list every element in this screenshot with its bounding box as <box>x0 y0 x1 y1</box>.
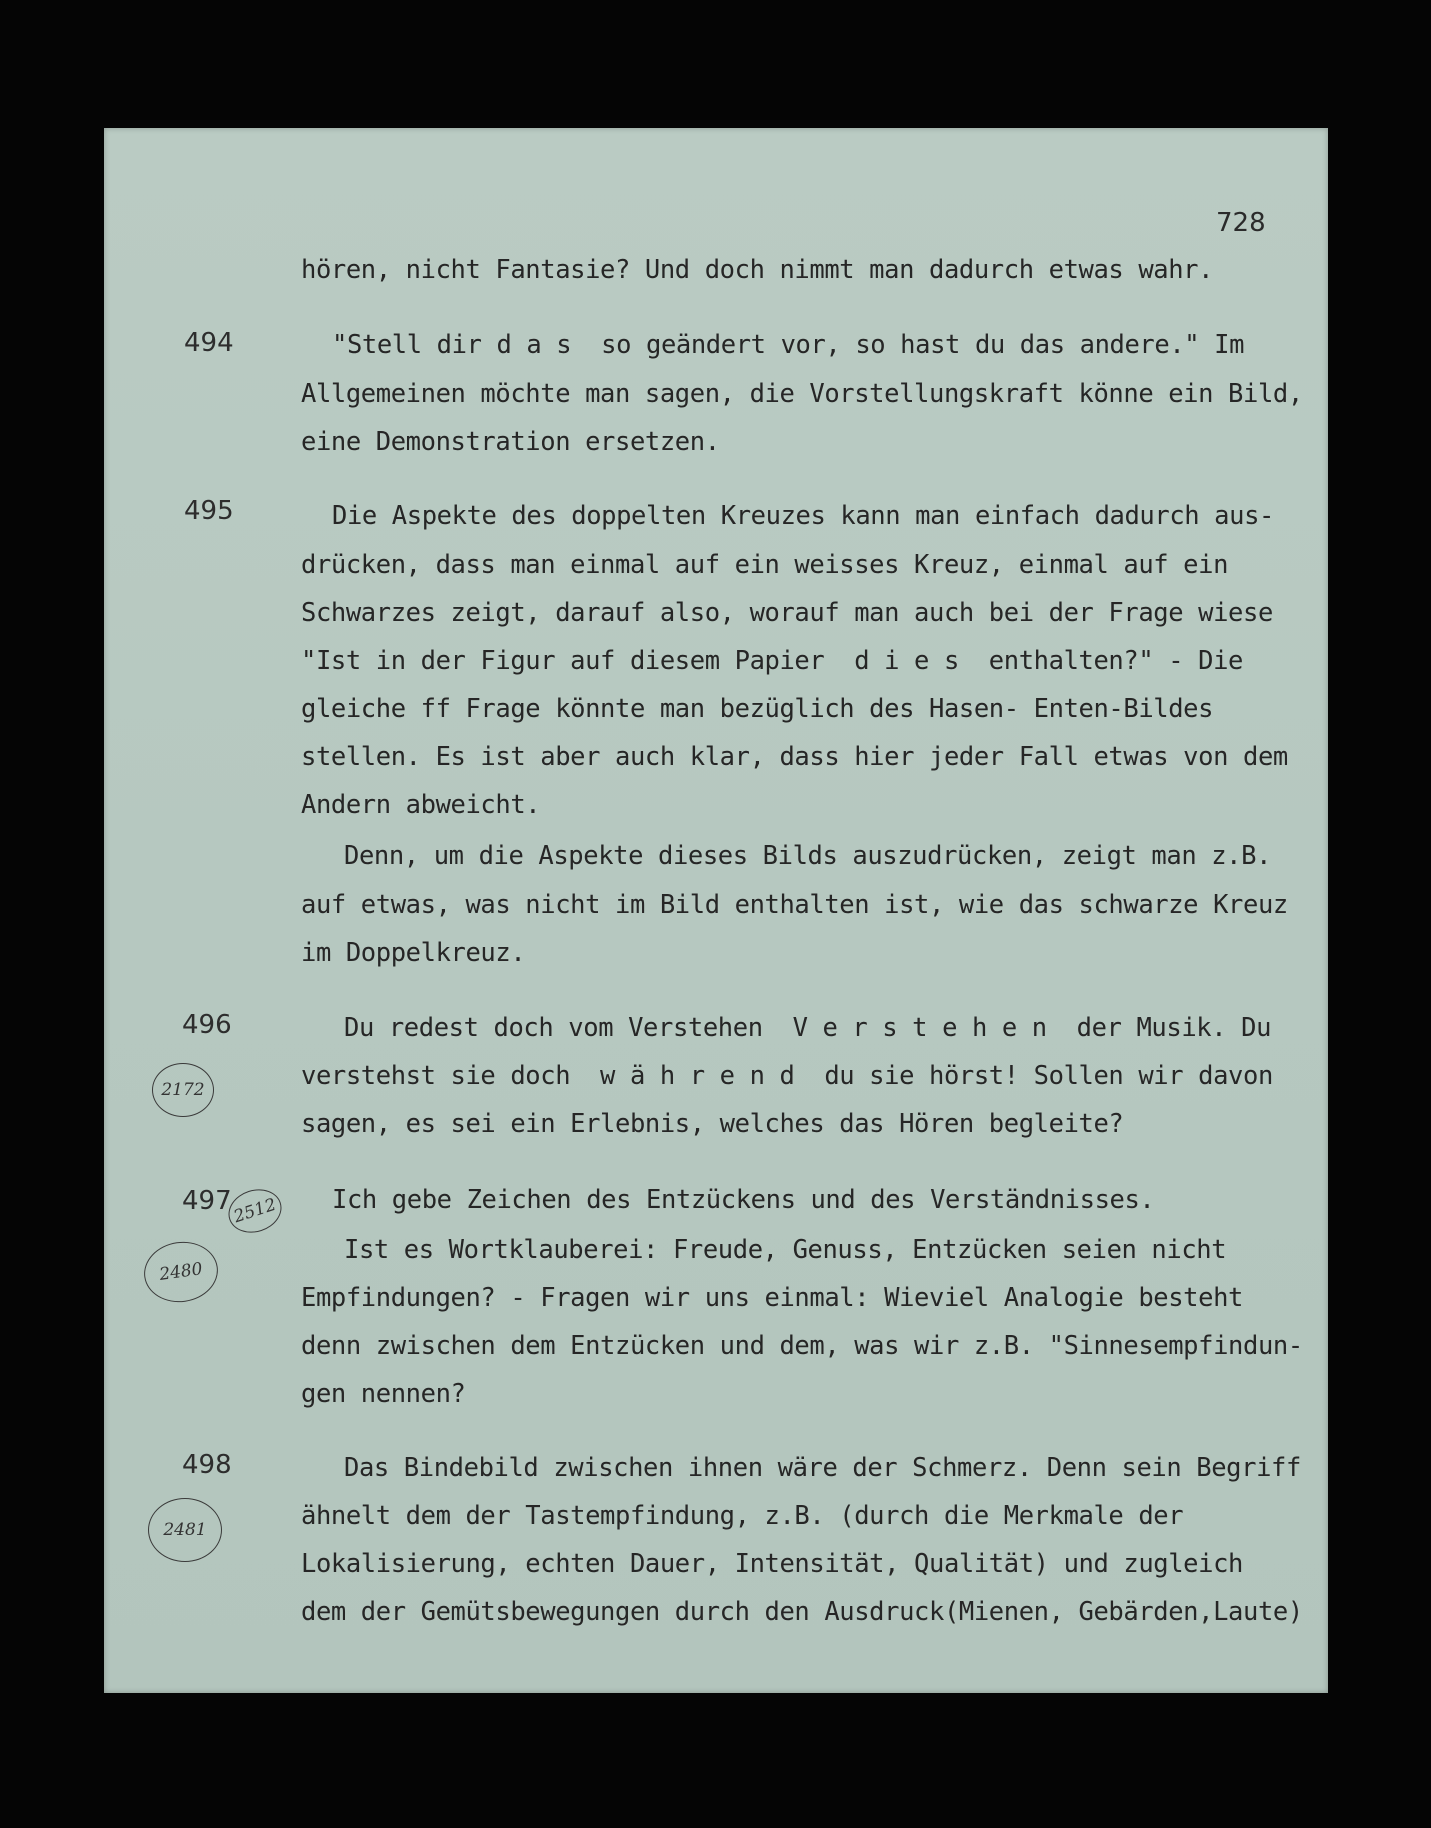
text-line-2: "Stell dir d a s so geändert vor, so hast du das andere." Im <box>332 330 1245 360</box>
remark-number-495: 495 <box>184 496 234 526</box>
text-line-26: dem der Gemütsbewegungen durch den Ausdruck(Mienen, Gebärden,Laute) <box>301 1597 1303 1627</box>
text-line-9: gleiche ff Frage könnte man bezüglich des Hasen- Enten-Bildes <box>301 694 1214 724</box>
text-line-22: gen nennen? <box>301 1379 466 1409</box>
text-line-23: Das Bindebild zwischen ihnen wäre der Schmerz. Denn sein Begriff <box>344 1453 1301 1483</box>
annotation-2512: 2512 <box>223 1183 287 1240</box>
annotation-2481: 2481 <box>148 1498 222 1562</box>
text-line-6: drücken, dass man einmal auf ein weisses Kreuz, einmal auf ein <box>301 550 1229 580</box>
text-line-5: Die Aspekte des doppelten Kreuzes kann man einfach dadurch aus- <box>332 501 1274 531</box>
remark-number-498: 498 <box>182 1450 232 1480</box>
annotation-2172: 2172 <box>152 1063 214 1117</box>
remark-number-496: 496 <box>182 1010 232 1040</box>
text-line-3: Allgemeinen möchte man sagen, die Vorstellungskraft könne ein Bild, <box>301 379 1303 409</box>
text-line-25: Lokalisierung, echten Dauer, Intensität, Qualität) und zugleich <box>301 1549 1243 1579</box>
remark-number-494: 494 <box>184 328 234 358</box>
text-line-7: Schwarzes zeigt, darauf also, worauf man auch bei der Frage wiese <box>301 598 1273 628</box>
text-line-15: Du redest doch vom Verstehen V e r s t e h e n der Musik. Du <box>344 1013 1272 1043</box>
text-line-8: "Ist in der Figur auf diesem Papier d i e s enthalten?" - Die <box>301 646 1243 676</box>
text-line-16: verstehst sie doch w ä h r e n d du sie hörst! Sollen wir davon <box>301 1061 1273 1091</box>
text-line-4: eine Demonstration ersetzen. <box>301 427 720 457</box>
text-line-24: ähnelt dem der Tastempfindung, z.B. (durch die Merkmale der <box>301 1501 1184 1531</box>
page-number: 728 <box>1216 208 1266 238</box>
remark-number-497: 497 <box>182 1186 232 1216</box>
text-line-17: sagen, es sei ein Erlebnis, welches das Hören begleite? <box>301 1109 1124 1139</box>
text-line-18: Ich gebe Zeichen des Entzückens und des Verständnisses. <box>332 1185 1155 1215</box>
text-line-12: Denn, um die Aspekte dieses Bilds auszudrücken, zeigt man z.B. <box>344 841 1272 871</box>
text-line-20: Empfindungen? - Fragen wir uns einmal: Wieviel Analogie besteht <box>301 1283 1243 1313</box>
text-line-13: auf etwas, was nicht im Bild enthalten ist, wie das schwarze Kreuz <box>301 890 1288 920</box>
annotation-2480: 2480 <box>140 1237 222 1307</box>
text-line-11: Andern abweicht. <box>301 790 541 820</box>
text-line-21: denn zwischen dem Entzücken und dem, was wir z.B. "Sinnesempfindun- <box>301 1331 1303 1361</box>
typescript-page <box>104 128 1328 1693</box>
text-line-14: im Doppelkreuz. <box>301 938 526 968</box>
text-line-19: Ist es Wortklauberei: Freude, Genuss, Entzücken seien nicht <box>344 1235 1227 1265</box>
text-line-1: hören, nicht Fantasie? Und doch nimmt man dadurch etwas wahr. <box>301 255 1214 285</box>
text-line-10: stellen. Es ist aber auch klar, dass hier jeder Fall etwas von dem <box>301 742 1288 772</box>
